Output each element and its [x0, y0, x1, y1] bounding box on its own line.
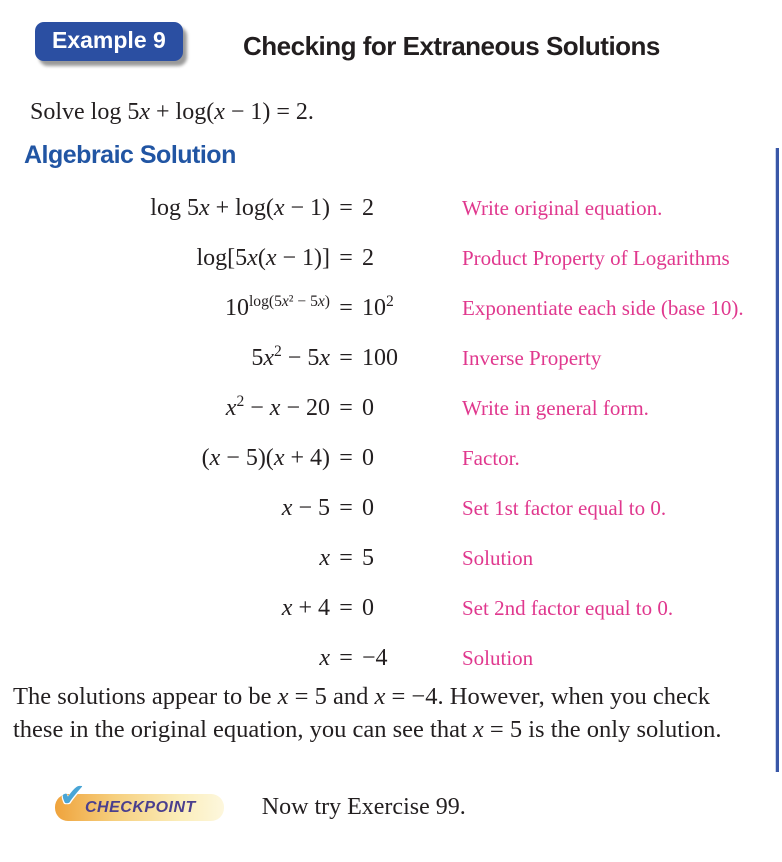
checkpoint-label: CHECKPOINT [85, 799, 196, 816]
equals-sign: = [339, 194, 353, 221]
example-title: Checking for Extraneous Solutions [243, 31, 660, 61]
equals-sign: = [339, 244, 353, 271]
equation-lhs: $x^2 - x - 20$ [225, 392, 330, 421]
checkmark-icon: ✔ [59, 776, 87, 814]
checkpoint-instruction: Now try Exercise 99. [261, 794, 466, 820]
equation-lhs: (x − 5)(x + 4) [201, 444, 330, 471]
equation-rhs: $10^2$ [362, 292, 394, 321]
equals-sign: = [339, 644, 353, 671]
equals-sign: = [339, 344, 353, 371]
equation-rhs: 0 [362, 394, 374, 421]
equation-steps [0, 183, 782, 683]
equation-lhs: x + 4 [281, 594, 330, 621]
step-annotation: Inverse Property [462, 345, 602, 370]
equation-row [0, 483, 782, 533]
equation-lhs: x [319, 544, 330, 571]
equation-rhs: 2 [362, 244, 374, 271]
step-annotation: Product Property of Logarithms [462, 245, 730, 270]
equation-row [0, 333, 782, 383]
step-annotation: Solution [462, 645, 534, 670]
equals-sign: = [339, 294, 353, 321]
equals-sign: = [339, 594, 353, 621]
step-annotation: Write original equation. [462, 195, 663, 220]
equation-lhs: x − 5 [281, 494, 330, 521]
problem-statement: Solve log 5x + log(x − 1) = 2. [30, 99, 314, 125]
conclusion-paragraph: The solutions appear to be x = 5 and x = −4. However, when you check these in the original equation, you can see that x = 5 is the only solution. [13, 683, 722, 743]
equation-lhs: $10^{log(5x^2 - 5x)}$ [224, 292, 330, 321]
equation-lhs: log[5x(x − 1)] [196, 244, 330, 271]
equation-rhs: −4 [362, 644, 388, 671]
equation-rhs: 100 [362, 344, 398, 371]
equals-sign: = [339, 394, 353, 421]
equation-row [0, 183, 782, 233]
equation-rhs: 0 [362, 444, 374, 471]
algebraic-solution-heading: Algebraic Solution [24, 141, 236, 169]
equals-sign: = [339, 494, 353, 521]
equation-rhs: 2 [362, 194, 374, 221]
equation-lhs: x [319, 644, 330, 671]
equation-row [0, 583, 782, 633]
equation-row [0, 383, 782, 433]
step-annotation: Write in general form. [462, 395, 649, 420]
equation-row [0, 533, 782, 583]
step-annotation: Set 2nd factor equal to 0. [462, 595, 674, 620]
step-annotation: Set 1st factor equal to 0. [462, 495, 667, 520]
equation-rhs: 0 [362, 494, 374, 521]
step-annotation: Factor. [462, 445, 520, 470]
checkpoint-badge [55, 776, 224, 821]
column-divider-rule [775, 148, 779, 772]
equation-rhs: 0 [362, 594, 374, 621]
example-badge: Example 9 [35, 22, 183, 61]
equation-row [0, 633, 782, 683]
equation-lhs: $5x^2 - 5x$ [251, 342, 330, 371]
step-annotation: Solution [462, 545, 534, 570]
equation-row [0, 233, 782, 283]
equation-row [0, 433, 782, 483]
equation-rhs: 5 [362, 544, 374, 571]
equation-lhs: log 5x + log(x − 1) [150, 194, 330, 221]
step-annotation: Exponentiate each side (base 10). [462, 295, 744, 320]
checkpoint-row [55, 776, 466, 821]
equals-sign: = [339, 444, 353, 471]
equals-sign: = [339, 544, 353, 571]
equation-row [0, 283, 782, 333]
